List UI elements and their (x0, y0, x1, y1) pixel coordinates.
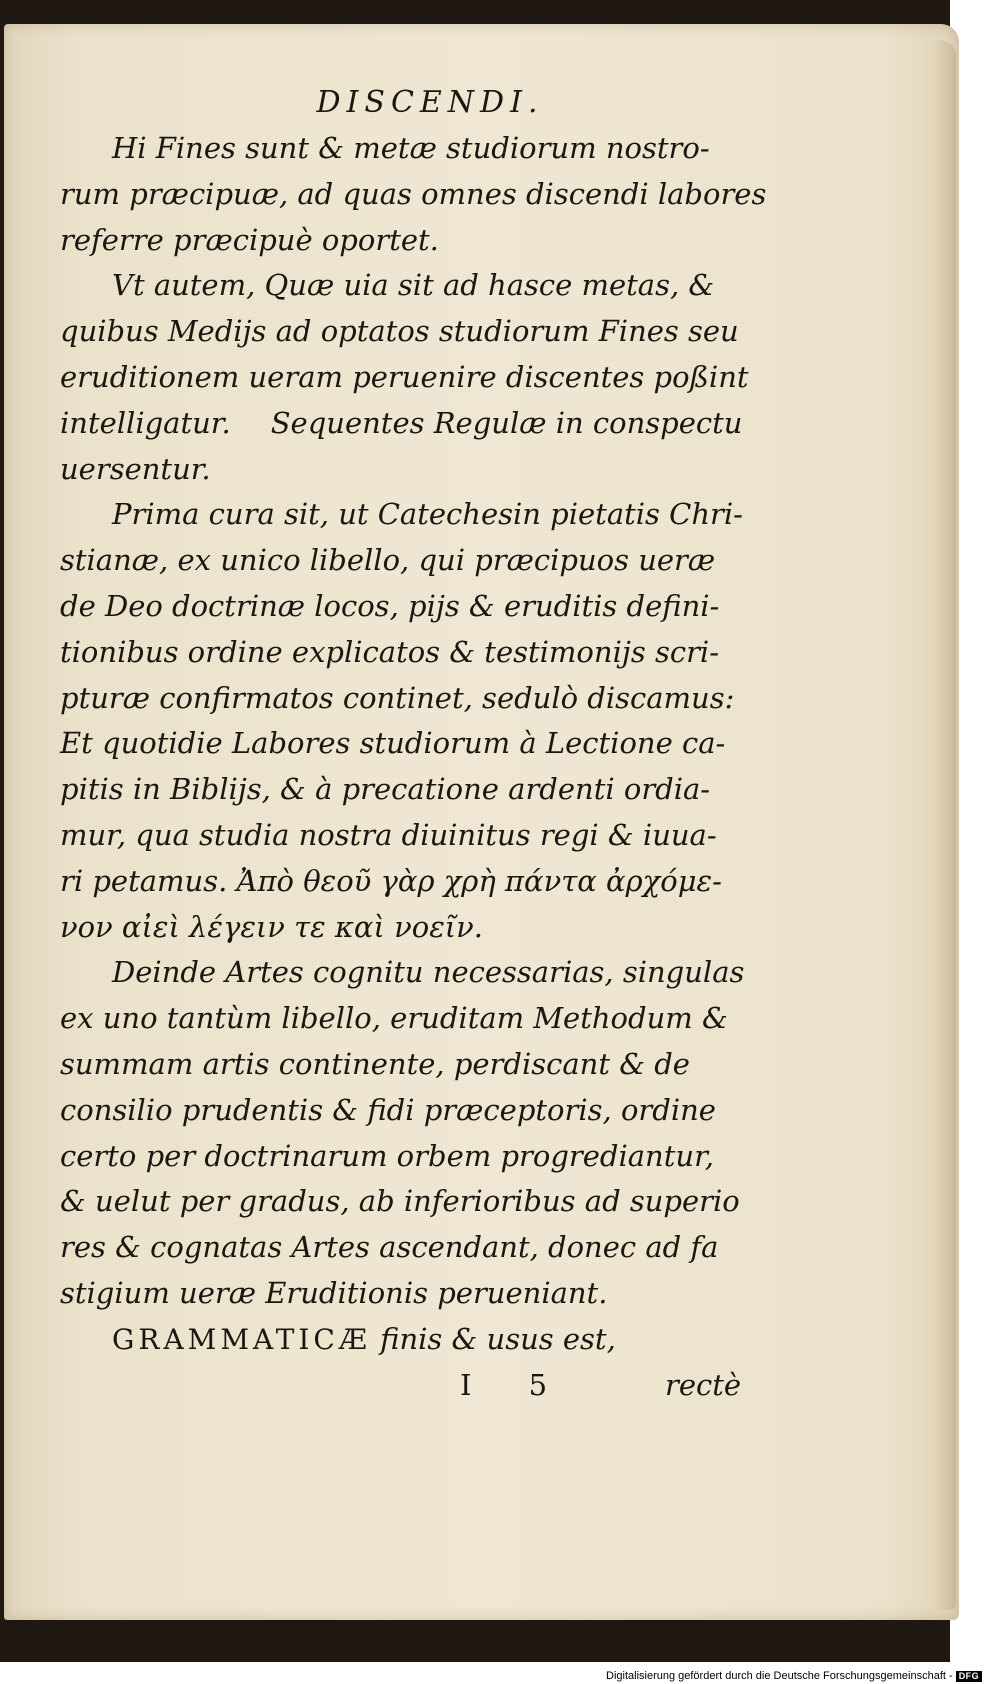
text-line: & uelut per gradus, ab inferioribus ad superio (60, 1184, 740, 1219)
grammar-heading-line (60, 1317, 730, 1363)
text-line: νον αἰεὶ λέγειν τε καὶ νοεῖν. (60, 909, 483, 944)
text-fragment: finis & usus est, (380, 1321, 616, 1356)
catchword: rectè (665, 1367, 742, 1402)
text-line: res & cognatas Artes ascendant, donec ad fa (60, 1230, 719, 1265)
page-edge-shadow (930, 40, 956, 1610)
text-line: pitis in Biblijs, & à precatione ardenti ordia- (60, 772, 711, 807)
text-line: de Deo doctrinæ locos, pijs & eruditis defini- (60, 588, 720, 623)
dfg-logo: DFG (956, 1671, 983, 1682)
digitization-credit (606, 1668, 982, 1684)
text-line: tionibus ordine explicatos & testimonijs scri- (60, 634, 719, 669)
text-line: Prima cura sit, ut Catechesin pietatis Chri- (112, 497, 743, 532)
text-line: rum præcipuæ, ad quas omnes discendi labores (60, 176, 767, 211)
text-line: ri petamus. Ἀπὸ θεοῦ γὰρ χρὴ πάντα ἀρχόμε- (60, 863, 722, 898)
page-footer-line (60, 1363, 742, 1409)
text-fragment: Sequentes Regulæ in conspectu (270, 405, 743, 440)
credit-text: Digitalisierung gefördert durch die Deutsche Forschungsgemeinschaft - (606, 1670, 953, 1682)
signature-mark: I 5 (460, 1367, 572, 1402)
text-line: referre præcipuè oportet. (60, 222, 439, 257)
text-line (60, 401, 743, 447)
text-line: eruditionem ueram peruenire discentes poßint (60, 359, 749, 394)
text-line: Deinde Artes cognitu necessarias, singulas (112, 955, 745, 990)
text-line: Et quotidie Labores studiorum à Lectione ca- (60, 726, 726, 761)
text-fragment: intelligatur. (60, 405, 231, 440)
text-line: stianæ, ex unico libello, qui præcipuos ueræ (60, 543, 716, 578)
text-line: summam artis continente, perdiscant & de (60, 1046, 690, 1081)
text-line: stigium ueræ Eruditionis perueniant. (60, 1275, 608, 1310)
text-line: certo per doctrinarum orbem progrediantur, (60, 1138, 714, 1173)
running-head: DISCENDI. (316, 85, 544, 120)
text-line: mur, qua studia nostra diuinitus regi & iuua- (60, 817, 717, 852)
text-line: consilio prudentis & fidi præceptoris, ordine (60, 1092, 716, 1127)
section-heading-caps: GRAMMATICÆ (112, 1322, 371, 1356)
text-line: Vt autem, Quæ uia sit ad hasce metas, & (112, 268, 715, 303)
text-line: ex uno tantùm libello, eruditam Methodum & (60, 1001, 728, 1036)
text-line: quibus Medijs ad optatos studiorum Fines seu (60, 314, 739, 349)
text-line: Hi Fines sunt & metæ studiorum nostro- (112, 131, 710, 165)
text-line: pturæ confirmatos continet, sedulò discamus: (60, 680, 735, 715)
page-text-block (60, 80, 767, 1409)
text-line: uersentur. (60, 451, 211, 486)
